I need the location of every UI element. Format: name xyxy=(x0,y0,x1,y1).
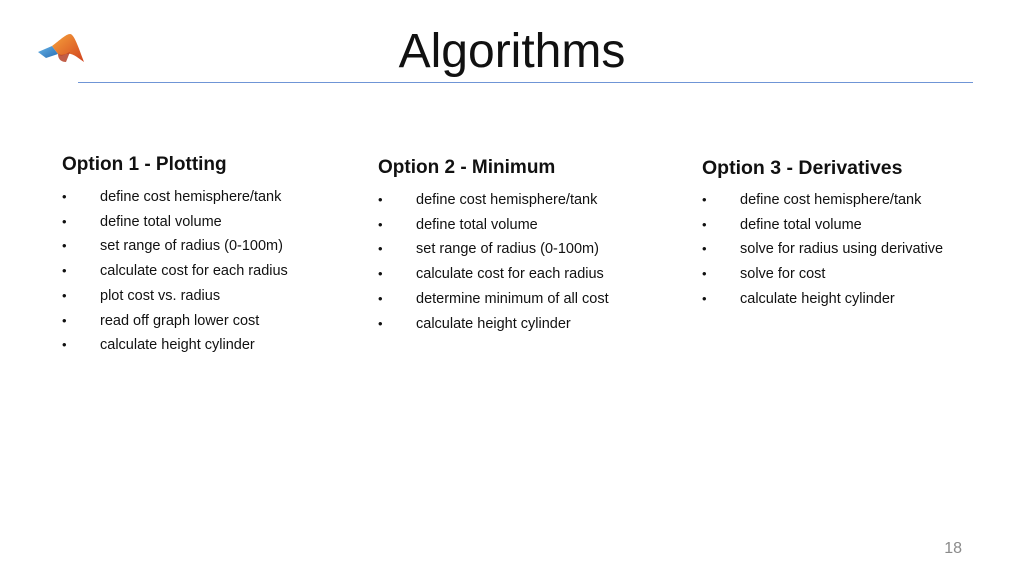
list-item-text: read off graph lower cost xyxy=(100,312,260,329)
list-item xyxy=(62,234,362,259)
list-item-text: plot cost vs. radius xyxy=(100,287,221,304)
list-item xyxy=(702,237,1002,262)
option-3-heading: Option 3 - Derivatives xyxy=(702,157,903,179)
list-item xyxy=(62,309,362,334)
bullet-icon: • xyxy=(62,238,67,254)
list-item xyxy=(62,185,362,210)
option-2-heading: Option 2 - Minimum xyxy=(378,157,556,178)
option-3-column xyxy=(702,156,1002,312)
list-item xyxy=(702,188,1002,213)
bullet-icon: • xyxy=(62,263,67,279)
bullet-icon: • xyxy=(62,287,67,303)
list-item-text: solve for cost xyxy=(740,266,826,283)
slide-title: Algorithms xyxy=(398,25,626,78)
list-item xyxy=(378,213,678,238)
list-item-text: determine minimum of all cost xyxy=(416,290,609,307)
list-item-text: calculate height cylinder xyxy=(740,290,895,307)
list-item-text: define cost hemisphere/tank xyxy=(740,192,922,208)
list-item xyxy=(62,284,362,309)
list-item-text: define total volume xyxy=(100,213,222,230)
list-item xyxy=(702,213,1002,238)
list-item-text: calculate cost for each radius xyxy=(416,266,604,283)
bullet-icon: • xyxy=(378,315,383,331)
bullet-icon: • xyxy=(378,192,383,207)
bullet-icon: • xyxy=(378,216,383,232)
bullet-icon: • xyxy=(378,241,383,257)
bullet-icon: • xyxy=(62,213,67,229)
list-item xyxy=(62,259,362,284)
bullet-icon: • xyxy=(378,266,383,282)
bullet-icon: • xyxy=(62,337,67,353)
bullet-icon: • xyxy=(702,192,707,207)
option-1-column xyxy=(62,153,362,358)
list-item-text: set range of radius (0-100m) xyxy=(416,241,599,258)
list-item-text: calculate height cylinder xyxy=(416,315,571,332)
bullet-icon: • xyxy=(378,290,383,306)
bullet-icon: • xyxy=(62,189,67,204)
option-1-list xyxy=(62,185,362,358)
list-item xyxy=(62,210,362,235)
bullet-icon: • xyxy=(702,216,707,232)
option-2-list xyxy=(378,188,678,336)
list-item xyxy=(378,188,678,213)
page-number: 18 xyxy=(944,540,962,557)
list-item-text: define total volume xyxy=(416,216,538,233)
bullet-icon: • xyxy=(702,241,707,257)
list-item xyxy=(378,312,678,337)
list-item xyxy=(378,262,678,287)
list-item xyxy=(378,237,678,262)
list-item xyxy=(62,333,362,358)
bullet-icon: • xyxy=(702,290,707,306)
list-item-text: solve for radius using derivative xyxy=(740,241,944,258)
option-3-list xyxy=(702,188,1002,312)
list-item xyxy=(378,287,678,312)
title-divider xyxy=(78,82,973,83)
list-item-text: define cost hemisphere/tank xyxy=(416,192,598,208)
list-item-text: calculate cost for each radius xyxy=(100,263,288,280)
list-item xyxy=(702,287,1002,312)
list-item-text: define cost hemisphere/tank xyxy=(100,189,282,205)
option-2-column xyxy=(378,156,678,336)
list-item-text: calculate height cylinder xyxy=(100,337,255,354)
option-1-heading: Option 1 - Plotting xyxy=(62,154,227,175)
list-item xyxy=(702,262,1002,287)
list-item-text: set range of radius (0-100m) xyxy=(100,238,283,255)
bullet-icon: • xyxy=(62,312,67,328)
bullet-icon: • xyxy=(702,266,707,282)
list-item-text: define total volume xyxy=(740,216,862,233)
